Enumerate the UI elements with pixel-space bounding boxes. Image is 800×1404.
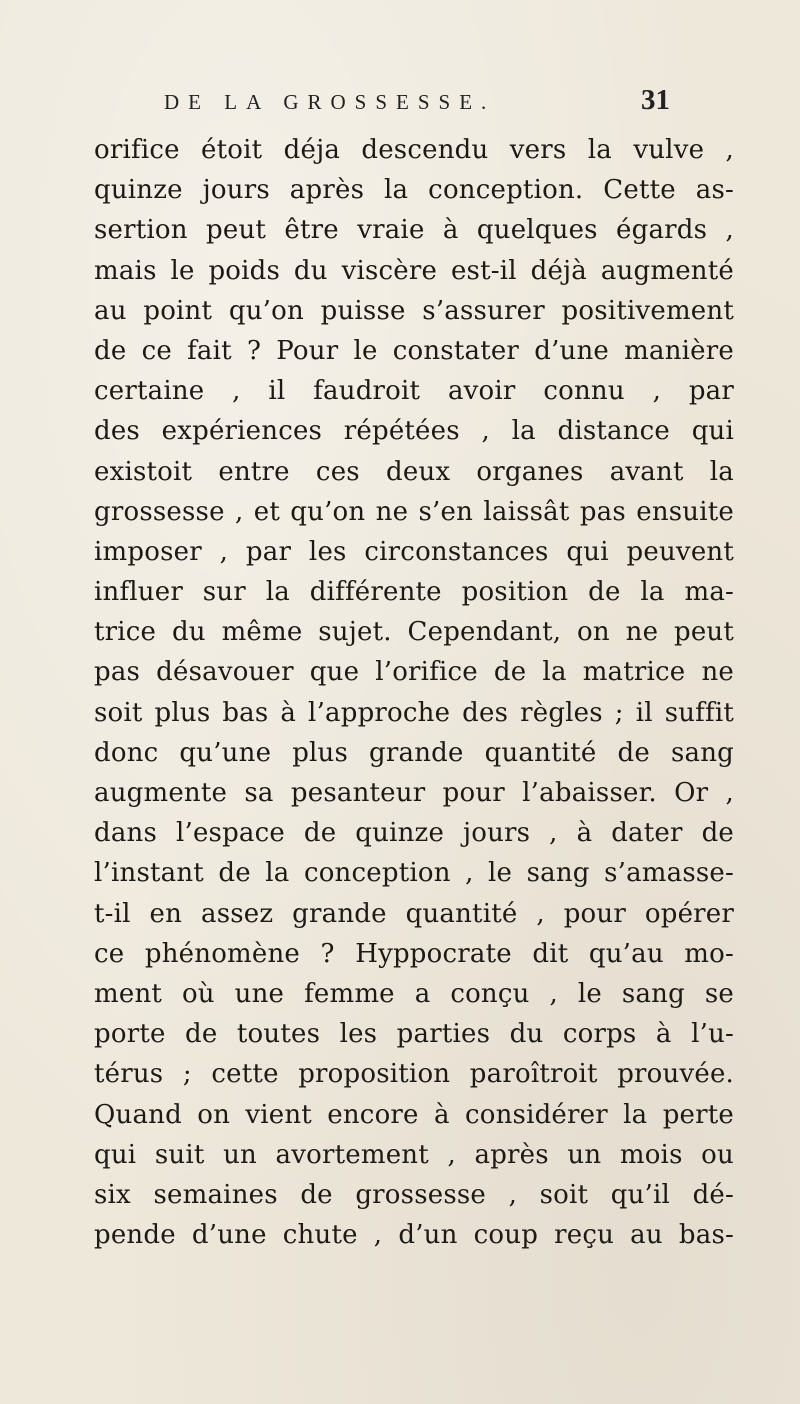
text-line: porte de toutes les parties du corps à l’u- xyxy=(94,1019,734,1050)
text-line: dans l’espace de quinze jours , à dater de xyxy=(94,818,734,849)
text-line: de ce fait ? Pour le constater d’une manière xyxy=(94,335,734,366)
page-number: 31 xyxy=(641,84,670,116)
text-line: mais le poids du viscère est-il déjà augmenté xyxy=(94,255,734,286)
text-line: influer sur la différente position de la ma- xyxy=(94,577,734,608)
text-line: donc qu’une plus grande quantité de sang xyxy=(94,737,734,768)
text-line: pas désavouer que l’orifice de la matrice ne xyxy=(94,657,734,688)
body-text xyxy=(94,130,734,1255)
text-line: six semaines de grossesse , soit qu’il dé- xyxy=(94,1179,734,1210)
text-line: soit plus bas à l’approche des règles ; il suffit xyxy=(94,697,734,728)
text-line: ce phénomène ? Hyppocrate dit qu’au mo- xyxy=(94,938,734,969)
text-line: imposer , par les circonstances qui peuvent xyxy=(94,536,734,567)
text-line: térus ; cette proposition paroîtroit prouvée. xyxy=(94,1059,734,1090)
text-line: quinze jours après la conception. Cette as- xyxy=(94,175,734,206)
text-line: ment où une femme a conçu , le sang se xyxy=(94,978,734,1009)
running-title: DE LA GROSSESSE. xyxy=(164,90,496,114)
text-line: orifice étoit déja descendu vers la vulve , xyxy=(94,135,734,165)
text-line: qui suit un avortement , après un mois ou xyxy=(94,1139,734,1170)
text-line: pende d’une chute , d’un coup reçu au bas- xyxy=(94,1220,734,1251)
text-line: augmente sa pesanteur pour l’abaisser. Or , xyxy=(94,778,734,808)
running-head xyxy=(150,84,670,120)
text-line: des expériences répétées , la distance qui xyxy=(94,416,734,447)
text-line: l’instant de la conception , le sang s’amasse- xyxy=(94,858,734,889)
text-line: sertion peut être vraie à quelques égards , xyxy=(94,215,734,246)
text-line: existoit entre ces deux organes avant la xyxy=(94,456,734,487)
text-line: trice du même sujet. Cependant, on ne peut xyxy=(94,617,734,648)
text-line: grossesse , et qu’on ne s’en laissât pas ensuite xyxy=(94,496,734,527)
text-line: Quand on vient encore à considérer la perte xyxy=(94,1099,734,1130)
text-line: au point qu’on puisse s’assurer positivement xyxy=(94,295,734,326)
text-line: certaine , il faudroit avoir connu , par xyxy=(94,376,734,407)
text-line: t-il en assez grande quantité , pour opérer xyxy=(94,898,734,929)
